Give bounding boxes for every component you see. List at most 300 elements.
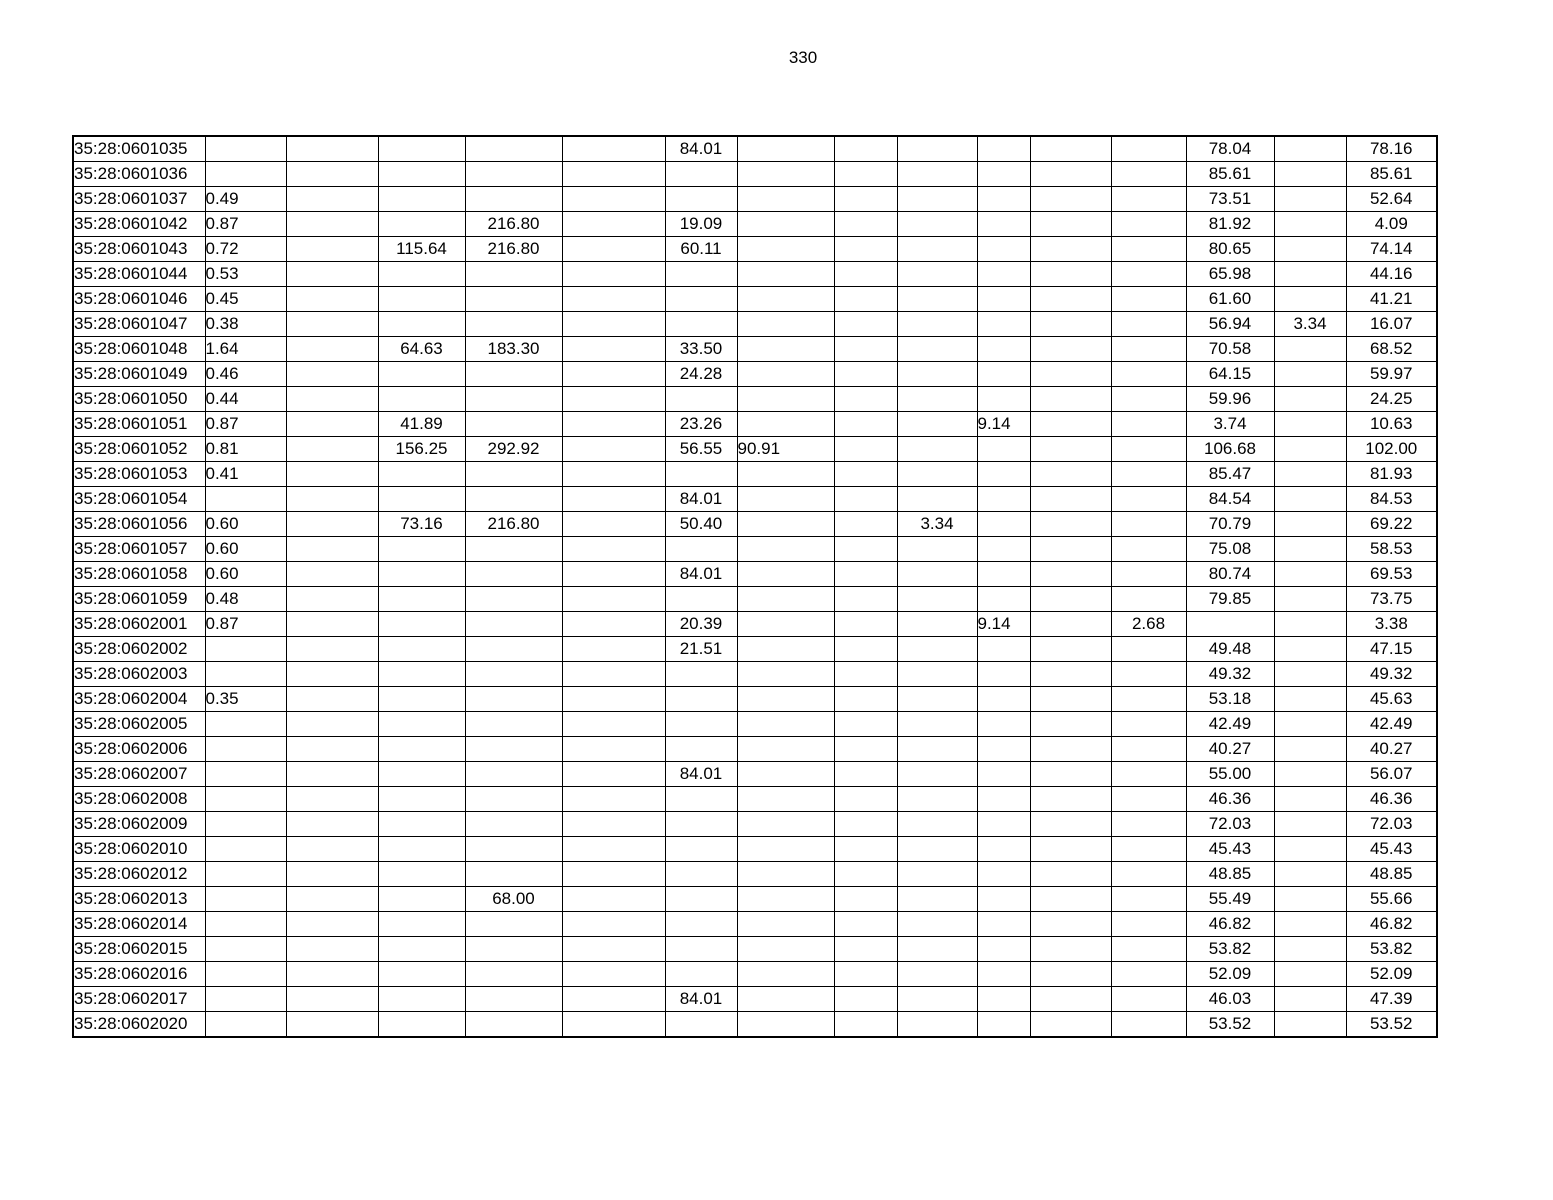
value-cell xyxy=(977,837,1030,862)
table-row xyxy=(73,237,1437,262)
value-cell xyxy=(834,487,897,512)
value-cell: 0.60 xyxy=(205,537,286,562)
value-cell: 58.53 xyxy=(1346,537,1437,562)
value-cell xyxy=(562,837,665,862)
parcel-id-cell: 35:28:0602020 xyxy=(73,1012,205,1038)
value-cell: 0.87 xyxy=(205,212,286,237)
value-cell xyxy=(1111,937,1186,962)
value-cell xyxy=(286,262,378,287)
value-cell: 59.97 xyxy=(1346,362,1437,387)
table-row xyxy=(73,312,1437,337)
value-cell xyxy=(378,712,465,737)
value-cell xyxy=(562,437,665,462)
value-cell xyxy=(977,812,1030,837)
value-cell xyxy=(1274,787,1346,812)
value-cell: 59.96 xyxy=(1186,387,1274,412)
value-cell xyxy=(737,712,834,737)
value-cell: 85.61 xyxy=(1186,162,1274,187)
value-cell xyxy=(834,737,897,762)
parcel-id-cell: 35:28:0602004 xyxy=(73,687,205,712)
value-cell xyxy=(1030,387,1111,412)
value-cell xyxy=(378,762,465,787)
value-cell xyxy=(378,1012,465,1038)
table-row xyxy=(73,787,1437,812)
value-cell xyxy=(897,937,977,962)
value-cell xyxy=(562,862,665,887)
value-cell xyxy=(562,887,665,912)
value-cell xyxy=(205,637,286,662)
value-cell xyxy=(205,962,286,987)
table-row xyxy=(73,587,1437,612)
value-cell: 46.82 xyxy=(1346,912,1437,937)
value-cell: 44.16 xyxy=(1346,262,1437,287)
value-cell xyxy=(562,162,665,187)
value-cell xyxy=(834,1012,897,1038)
value-cell: 292.92 xyxy=(465,437,562,462)
value-cell: 0.49 xyxy=(205,187,286,212)
value-cell xyxy=(205,662,286,687)
value-cell xyxy=(1111,662,1186,687)
value-cell: 46.36 xyxy=(1346,787,1437,812)
value-cell: 3.74 xyxy=(1186,412,1274,437)
value-cell: 70.58 xyxy=(1186,337,1274,362)
value-cell xyxy=(465,387,562,412)
value-cell xyxy=(205,1012,286,1038)
value-cell xyxy=(378,662,465,687)
value-cell xyxy=(977,1012,1030,1038)
value-cell xyxy=(897,337,977,362)
value-cell: 72.03 xyxy=(1346,812,1437,837)
value-cell xyxy=(378,812,465,837)
value-cell: 1.64 xyxy=(205,337,286,362)
value-cell xyxy=(834,762,897,787)
value-cell xyxy=(1274,562,1346,587)
value-cell xyxy=(286,287,378,312)
value-cell xyxy=(834,387,897,412)
value-cell xyxy=(1274,762,1346,787)
value-cell xyxy=(834,937,897,962)
value-cell xyxy=(465,837,562,862)
value-cell xyxy=(205,787,286,812)
value-cell xyxy=(977,287,1030,312)
value-cell: 52.09 xyxy=(1186,962,1274,987)
table-row xyxy=(73,712,1437,737)
value-cell xyxy=(1274,987,1346,1012)
value-cell: 156.25 xyxy=(378,437,465,462)
value-cell xyxy=(1111,212,1186,237)
value-cell: 70.79 xyxy=(1186,512,1274,537)
value-cell: 46.36 xyxy=(1186,787,1274,812)
value-cell xyxy=(286,737,378,762)
value-cell xyxy=(897,437,977,462)
value-cell xyxy=(562,737,665,762)
parcel-id-cell: 35:28:0602005 xyxy=(73,712,205,737)
value-cell xyxy=(834,187,897,212)
value-cell xyxy=(465,987,562,1012)
value-cell xyxy=(205,837,286,862)
value-cell xyxy=(665,162,737,187)
value-cell: 47.39 xyxy=(1346,987,1437,1012)
value-cell xyxy=(834,462,897,487)
value-cell xyxy=(977,587,1030,612)
value-cell: 0.53 xyxy=(205,262,286,287)
value-cell xyxy=(834,587,897,612)
parcel-id-cell: 35:28:0601054 xyxy=(73,487,205,512)
value-cell xyxy=(286,587,378,612)
value-cell xyxy=(286,136,378,162)
value-cell: 0.87 xyxy=(205,612,286,637)
value-cell: 65.98 xyxy=(1186,262,1274,287)
value-cell: 81.92 xyxy=(1186,212,1274,237)
value-cell: 0.81 xyxy=(205,437,286,462)
value-cell xyxy=(1030,512,1111,537)
value-cell: 42.49 xyxy=(1346,712,1437,737)
value-cell xyxy=(977,562,1030,587)
value-cell xyxy=(378,387,465,412)
value-cell xyxy=(1111,837,1186,862)
value-cell xyxy=(1111,987,1186,1012)
table-row xyxy=(73,762,1437,787)
parcel-id-cell: 35:28:0602006 xyxy=(73,737,205,762)
value-cell xyxy=(1274,337,1346,362)
value-cell xyxy=(834,912,897,937)
value-cell xyxy=(977,312,1030,337)
value-cell: 21.51 xyxy=(665,637,737,662)
value-cell xyxy=(205,737,286,762)
value-cell xyxy=(1186,612,1274,637)
value-cell xyxy=(205,862,286,887)
value-cell xyxy=(378,687,465,712)
value-cell xyxy=(1274,587,1346,612)
value-cell xyxy=(977,912,1030,937)
value-cell xyxy=(286,987,378,1012)
value-cell xyxy=(465,487,562,512)
value-cell: 81.93 xyxy=(1346,462,1437,487)
value-cell xyxy=(286,787,378,812)
table-row xyxy=(73,212,1437,237)
table-row xyxy=(73,937,1437,962)
value-cell xyxy=(465,287,562,312)
value-cell xyxy=(977,387,1030,412)
value-cell: 85.47 xyxy=(1186,462,1274,487)
value-cell: 85.61 xyxy=(1346,162,1437,187)
value-cell xyxy=(897,737,977,762)
value-cell xyxy=(205,912,286,937)
value-cell: 3.34 xyxy=(1274,312,1346,337)
parcel-id-cell: 35:28:0601058 xyxy=(73,562,205,587)
value-cell xyxy=(1274,412,1346,437)
value-cell xyxy=(562,237,665,262)
table-row xyxy=(73,462,1437,487)
parcel-id-cell: 35:28:0602012 xyxy=(73,862,205,887)
value-cell xyxy=(1111,387,1186,412)
value-cell: 216.80 xyxy=(465,512,562,537)
value-cell xyxy=(465,612,562,637)
value-cell xyxy=(286,812,378,837)
value-cell xyxy=(977,687,1030,712)
value-cell xyxy=(1030,737,1111,762)
value-cell xyxy=(1111,262,1186,287)
value-cell xyxy=(1274,262,1346,287)
value-cell xyxy=(665,912,737,937)
value-cell xyxy=(286,912,378,937)
value-cell: 3.34 xyxy=(897,512,977,537)
value-cell: 84.01 xyxy=(665,562,737,587)
value-cell xyxy=(1274,1012,1346,1038)
value-cell xyxy=(465,812,562,837)
value-cell xyxy=(1030,162,1111,187)
value-cell xyxy=(1274,187,1346,212)
value-cell xyxy=(834,237,897,262)
value-cell: 68.00 xyxy=(465,887,562,912)
value-cell: 45.63 xyxy=(1346,687,1437,712)
value-cell xyxy=(1030,362,1111,387)
value-cell: 69.53 xyxy=(1346,562,1437,587)
value-cell xyxy=(1030,862,1111,887)
parcel-id-cell: 35:28:0601059 xyxy=(73,587,205,612)
value-cell xyxy=(737,987,834,1012)
value-cell xyxy=(897,612,977,637)
value-cell: 73.16 xyxy=(378,512,465,537)
value-cell: 53.18 xyxy=(1186,687,1274,712)
value-cell xyxy=(465,1012,562,1038)
parcel-id-cell: 35:28:0601044 xyxy=(73,262,205,287)
value-cell xyxy=(977,937,1030,962)
table-row xyxy=(73,162,1437,187)
table-row xyxy=(73,1012,1437,1038)
value-cell: 52.09 xyxy=(1346,962,1437,987)
value-cell xyxy=(897,862,977,887)
table-row xyxy=(73,737,1437,762)
value-cell xyxy=(1274,462,1346,487)
value-cell xyxy=(834,662,897,687)
value-cell xyxy=(205,136,286,162)
value-cell: 75.08 xyxy=(1186,537,1274,562)
value-cell xyxy=(286,187,378,212)
value-cell xyxy=(897,837,977,862)
value-cell xyxy=(562,537,665,562)
value-cell xyxy=(665,1012,737,1038)
value-cell xyxy=(897,362,977,387)
value-cell xyxy=(977,362,1030,387)
value-cell xyxy=(378,312,465,337)
value-cell: 84.01 xyxy=(665,762,737,787)
value-cell xyxy=(1274,387,1346,412)
value-cell xyxy=(897,812,977,837)
value-cell xyxy=(737,537,834,562)
value-cell: 16.07 xyxy=(1346,312,1437,337)
value-cell xyxy=(1111,912,1186,937)
value-cell xyxy=(286,362,378,387)
value-cell: 80.65 xyxy=(1186,237,1274,262)
value-cell xyxy=(1274,512,1346,537)
value-cell xyxy=(977,437,1030,462)
value-cell xyxy=(1030,812,1111,837)
value-cell: 0.44 xyxy=(205,387,286,412)
value-cell xyxy=(378,737,465,762)
value-cell xyxy=(562,637,665,662)
value-cell xyxy=(378,612,465,637)
value-cell xyxy=(897,212,977,237)
value-cell xyxy=(737,187,834,212)
parcel-id-cell: 35:28:0602003 xyxy=(73,662,205,687)
value-cell xyxy=(205,162,286,187)
value-cell xyxy=(286,562,378,587)
value-cell xyxy=(834,712,897,737)
value-cell xyxy=(205,812,286,837)
value-cell: 84.01 xyxy=(665,487,737,512)
value-cell xyxy=(1111,337,1186,362)
value-cell: 24.25 xyxy=(1346,387,1437,412)
value-cell xyxy=(562,512,665,537)
value-cell xyxy=(834,162,897,187)
value-cell: 53.82 xyxy=(1346,937,1437,962)
value-cell xyxy=(465,362,562,387)
parcel-id-cell: 35:28:0602010 xyxy=(73,837,205,862)
value-cell xyxy=(665,712,737,737)
value-cell xyxy=(1030,437,1111,462)
table-row xyxy=(73,387,1437,412)
value-cell: 41.21 xyxy=(1346,287,1437,312)
parcel-id-cell: 35:28:0601036 xyxy=(73,162,205,187)
value-cell xyxy=(1274,136,1346,162)
value-cell xyxy=(1030,587,1111,612)
parcel-id-cell: 35:28:0602002 xyxy=(73,637,205,662)
parcel-id-cell: 35:28:0601047 xyxy=(73,312,205,337)
value-cell xyxy=(1111,487,1186,512)
value-cell xyxy=(562,962,665,987)
parcel-id-cell: 35:28:0601037 xyxy=(73,187,205,212)
value-cell xyxy=(1030,837,1111,862)
value-cell: 0.35 xyxy=(205,687,286,712)
value-cell xyxy=(465,912,562,937)
value-cell xyxy=(286,762,378,787)
value-cell xyxy=(897,687,977,712)
value-cell xyxy=(834,136,897,162)
value-cell xyxy=(665,262,737,287)
value-cell xyxy=(286,487,378,512)
value-cell xyxy=(1111,362,1186,387)
value-cell xyxy=(665,862,737,887)
value-cell: 60.11 xyxy=(665,237,737,262)
value-cell xyxy=(897,562,977,587)
value-cell: 9.14 xyxy=(977,612,1030,637)
parcel-id-cell: 35:28:0601053 xyxy=(73,462,205,487)
value-cell: 64.15 xyxy=(1186,362,1274,387)
value-cell xyxy=(465,562,562,587)
value-cell xyxy=(897,136,977,162)
value-cell xyxy=(465,537,562,562)
table-row xyxy=(73,837,1437,862)
value-cell xyxy=(465,637,562,662)
value-cell xyxy=(562,937,665,962)
value-cell xyxy=(1030,287,1111,312)
value-cell xyxy=(562,912,665,937)
value-cell xyxy=(737,387,834,412)
value-cell xyxy=(1111,462,1186,487)
value-cell xyxy=(1030,487,1111,512)
value-cell xyxy=(897,587,977,612)
value-cell: 49.48 xyxy=(1186,637,1274,662)
value-cell xyxy=(378,912,465,937)
table-row xyxy=(73,862,1437,887)
value-cell: 49.32 xyxy=(1346,662,1437,687)
value-cell xyxy=(1030,987,1111,1012)
value-cell xyxy=(286,537,378,562)
value-cell xyxy=(1111,162,1186,187)
value-cell xyxy=(1274,162,1346,187)
value-cell xyxy=(977,862,1030,887)
value-cell xyxy=(205,487,286,512)
page-number: 330 xyxy=(788,48,818,67)
value-cell: 0.46 xyxy=(205,362,286,387)
value-cell: 53.52 xyxy=(1186,1012,1274,1038)
value-cell xyxy=(737,162,834,187)
value-cell xyxy=(205,987,286,1012)
value-cell xyxy=(977,487,1030,512)
value-cell xyxy=(977,962,1030,987)
table-row xyxy=(73,136,1437,162)
value-cell xyxy=(897,637,977,662)
value-cell xyxy=(897,662,977,687)
value-cell: 72.03 xyxy=(1186,812,1274,837)
value-cell xyxy=(562,487,665,512)
value-cell xyxy=(737,812,834,837)
value-cell: 40.27 xyxy=(1346,737,1437,762)
value-cell xyxy=(737,787,834,812)
value-cell xyxy=(665,687,737,712)
value-cell xyxy=(737,962,834,987)
value-cell: 40.27 xyxy=(1186,737,1274,762)
value-cell xyxy=(737,587,834,612)
value-cell xyxy=(737,612,834,637)
table-row xyxy=(73,362,1437,387)
value-cell: 9.14 xyxy=(977,412,1030,437)
value-cell xyxy=(834,887,897,912)
value-cell xyxy=(286,512,378,537)
value-cell: 55.00 xyxy=(1186,762,1274,787)
value-cell xyxy=(834,612,897,637)
value-cell xyxy=(665,287,737,312)
value-cell xyxy=(977,212,1030,237)
value-cell xyxy=(465,187,562,212)
value-cell xyxy=(1274,862,1346,887)
value-cell xyxy=(1274,437,1346,462)
value-cell: 0.41 xyxy=(205,462,286,487)
value-cell xyxy=(1274,212,1346,237)
value-cell xyxy=(465,262,562,287)
value-cell: 0.48 xyxy=(205,587,286,612)
value-cell xyxy=(1111,887,1186,912)
value-cell: 10.63 xyxy=(1346,412,1437,437)
value-cell: 73.75 xyxy=(1346,587,1437,612)
value-cell xyxy=(834,287,897,312)
value-cell xyxy=(737,312,834,337)
value-cell xyxy=(1274,712,1346,737)
value-cell xyxy=(737,687,834,712)
value-cell xyxy=(1274,837,1346,862)
value-cell xyxy=(897,887,977,912)
value-cell: 73.51 xyxy=(1186,187,1274,212)
value-cell xyxy=(834,637,897,662)
value-cell xyxy=(834,512,897,537)
value-cell xyxy=(1030,412,1111,437)
value-cell xyxy=(465,737,562,762)
value-cell xyxy=(737,862,834,887)
value-cell xyxy=(1030,612,1111,637)
value-cell: 84.53 xyxy=(1346,487,1437,512)
value-cell xyxy=(1274,887,1346,912)
